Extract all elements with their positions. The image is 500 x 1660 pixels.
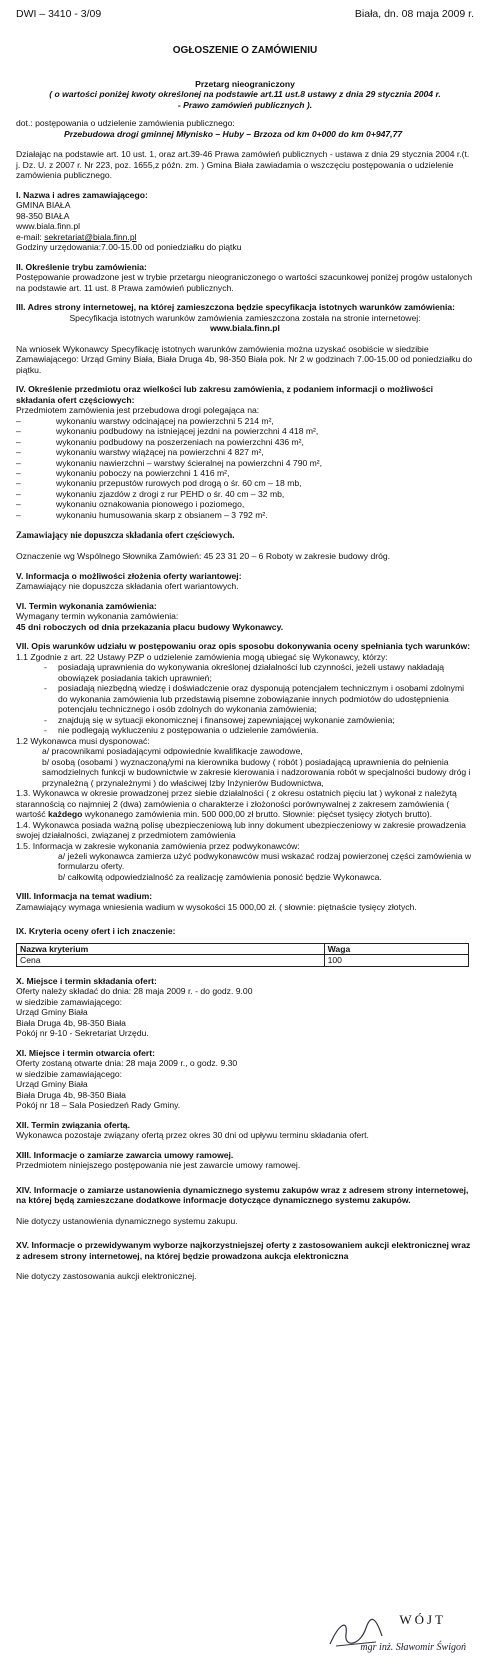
- section-15: [16, 1240, 474, 1281]
- procedure-basis: ( o wartości poniżej kwoty określonej na podstawie art.11 ust.8 ustawy z dnia 29 stycznia 2004 r.: [49, 89, 441, 100]
- section-10-line: Oferty należy składać do dnia: 28 maja 2009 r. - do godz. 9.00: [16, 986, 253, 997]
- list-item: – wykonaniu zjazdów z drogi z rur PEHD o śr. 40 cm – 32 mb,: [16, 489, 474, 499]
- email-label: e-mail:: [16, 231, 45, 242]
- section-6-title: VI. Termin wykonania zamówienia:: [16, 600, 157, 611]
- section-9-title: IX. Kryteria oceny ofert i ich znaczenie:: [16, 926, 176, 937]
- condition-1-3-text: 1.3. Wykonawca w okresie prowadzonej przez siebie działalności ( z okresu ostatnich pięciu lat ) wykonał z należytą starannością co najmniej 2 (dwa) zamówienia o charakterze i złożoności porównywalnej z zakresem zamówienia ( wartość: [16, 788, 457, 820]
- condition-1-4: 1.4. Wykonawca posiada ważną polisę ubezpieczeniową lub inny dokument ubezpieczeniowy w zakresie prowadzenia swojej działalności, związanej z przedmiotem zamówienia: [16, 819, 466, 841]
- section-13-title: XIII. Informacje o zamiarze zawarcia umowy ramowej.: [16, 1149, 234, 1160]
- office-hours: Godziny urzędowania:7.00-15.00 od poniedziałku do piątku: [16, 242, 242, 253]
- header: [16, 8, 474, 21]
- section-11-line: Urząd Gminy Biała: [16, 1079, 88, 1090]
- condition-1-2-b: b/ osobą (osobami ) wyznaczoną/ymi na kierownika budowy ( robót ) posiadającą uprawnienia do pełnienia samodzielnych funkcji w budownictwie w zakresie kierowania i nadzorowania robót w specjalności budowy dróg i przynależną ( przynależnymi ) do właściwej Izby Inżynierów Budownictwa,: [42, 756, 471, 788]
- condition-1-2: 1.2 Wykonawca musi dysponować:: [16, 735, 150, 746]
- section-14-text: Nie dotyczy ustanowienia dynamicznego systemu zakupu.: [16, 1215, 238, 1226]
- list-item: – wykonaniu przepustów rurowych pod drogą o śr. 60 cm – 18 mb,: [16, 478, 474, 488]
- intro-paragraph: Działając na podstawie art. 10 ust. 1, oraz art.39-46 Prawa zamówień publicznych - ustawa z dnia 29 stycznia 2004 r.(t. j. Dz. U. z 2007 r. Nr 223, poz. 1655,z późn. zm. ) Gmina Biała zawiadamia o wszczęciu postępowania o udzielenie zamówienia publicznego.: [16, 149, 470, 181]
- procedure-type: Przetarg nieograniczony: [195, 78, 295, 89]
- section-14-title: XIV. Informacje o zamiarze ustanowienia dynamicznego systemu zakupów wraz z adresem strony internetowej, na której będą zamieszczane dodatkowe informacje dotyczące dynamicznego systemu zakupów.: [16, 1184, 469, 1206]
- signature-name: mgr inż. Sławomir Świgoń: [360, 1642, 466, 1653]
- section-4-lead: Przedmiotem zamówienia jest przebudowa drogi polegająca na:: [16, 405, 260, 416]
- subject-lead: dot.: postępowania o udzielenie zamówienia publicznego:: [16, 118, 235, 129]
- section-6-text: Wymagany termin wykonania zamówienia:: [16, 611, 179, 622]
- section-11-line: Biała Druga 4b, 98-350 Biała: [16, 1089, 126, 1100]
- section-8: [16, 891, 474, 912]
- section-15-text: Nie dotyczy zastosowania aukcji elektronicznej.: [16, 1271, 197, 1282]
- condition-1-5-a: a/ jeżeli wykonawca zamierza użyć podwykonawców musi wskazać rodzaj powierzonej części zamówienia w formularzu oferty.: [58, 850, 472, 872]
- section-5-text: Zamawiający nie dopuszcza składania ofert wariantowych.: [16, 581, 239, 592]
- list-item: - znajdują się w sytuacji ekonomicznej i finansowej zapewniającej wykonanie zamówienia;: [16, 715, 474, 725]
- section-11-line: Oferty zostaną otwarte dnia: 28 maja 2009 r., o godz. 9.30: [16, 1058, 238, 1069]
- section-11-line: w siedzibie zamawiającego:: [16, 1068, 123, 1079]
- section-6: [16, 601, 474, 632]
- subject-reference: [16, 118, 474, 139]
- section-2-text: Postępowanie prowadzone jest w trybie przetargu nieograniczonego o wartości szacunkowej poniżej progów ustalonych na podstawie art. 11 ust. 8 Prawa zamówień publicznych.: [16, 272, 473, 293]
- table-row: [17, 955, 469, 966]
- subject-name: Przebudowa drogi gminnej Młynisko – Huby – Brzoza od km 0+000 do km 0+947,77: [64, 128, 403, 139]
- section-10-line: w siedzibie zamawiającego:: [16, 996, 123, 1007]
- list-item: – wykonaniu warstwy odcinającej na powierzchni 5 214 m²,: [16, 416, 474, 426]
- section-3: [16, 302, 474, 375]
- section-11-title: XI. Miejsce i termin otwarcia ofert:: [16, 1047, 155, 1058]
- section-1: [16, 190, 474, 253]
- section-11-line: Pokój nr 18 – Sala Posiedzeń Rady Gminy.: [16, 1100, 181, 1111]
- list-item: - posiadają niezbędną wiedzę i doświadczenie oraz dysponują potencjałem technicznym i osobami zdolnymi do wykonania zamówienia lub przedstawią pisemne zobowiązanie innych podmiotów do udostępnienia potencjału technicznego i osób zdolnych do wykonania zamówienia;: [16, 683, 474, 714]
- contractor-line: GMINA BIAŁA: [16, 200, 71, 211]
- section-10-title: X. Miejsce i termin składania ofert:: [16, 975, 157, 986]
- condition-1-5: 1.5. Informacja w zakresie wykonania zamówienia przez podwykonawców:: [16, 840, 300, 851]
- email-link[interactable]: sekretariat@biala.finn.pl: [44, 231, 137, 242]
- section-7: [16, 641, 474, 882]
- table-cell: 100: [324, 955, 469, 966]
- list-item: – wykonaniu oznakowania pionowego i poziomego,: [16, 499, 474, 509]
- section-11: [16, 1048, 474, 1111]
- section-13-text: Przedmiotem niniejszego postępowania nie jest zawarcie umowy ramowej.: [16, 1160, 301, 1171]
- section-14: [16, 1185, 474, 1226]
- list-item: - posiadają uprawnienia do wykonywania określonej działalności lub czynności, jeżeli ustawy nakładają obowiązek posiadania takich uprawnień;: [16, 662, 474, 683]
- contractor-line: www.biala.finn.pl: [16, 221, 81, 232]
- condition-1-1: 1.1 Zgodnie z art. 22 Ustawy PZP o udzielenie zamówienia mogą ubiegać się Wykonawcy, którzy:: [16, 651, 388, 662]
- section-3-title: III. Adres strony internetowej, na której zamieszczona będzie specyfikacja istotnych warunków zamówienia:: [16, 302, 456, 313]
- section-5: [16, 571, 474, 592]
- completion-term: 45 dni roboczych od dnia przekazania placu budowy Wykonawcy.: [16, 621, 284, 632]
- cpv-code: Oznaczenie wg Wspólnego Słownika Zamówień: 45 23 31 20 – 6 Roboty w zakresie budowy dróg.: [16, 551, 391, 562]
- section-12-title: XII. Termin związania ofertą.: [16, 1119, 130, 1130]
- condition-1-5-b: b/ całkowitą odpowiedzialność za realizację zamówienia ponosić będzie Wykonawca.: [58, 871, 382, 882]
- condition-1-3-bold: każdego: [48, 809, 83, 820]
- list-item: – wykonaniu podbudowy na poszerzeniach na powierzchni 436 m²,: [16, 437, 474, 447]
- place-date: Biała, dn. 08 maja 2009 r.: [354, 8, 474, 20]
- document-title: OGŁOSZENIE O ZAMÓWIENIU: [172, 44, 318, 56]
- condition-1-3-text-end: wykonanego zamówienia min. 500 000,00 zł brutto. Słownie: pięćset tysięcy złotych brutto).: [82, 809, 433, 820]
- section-7-title: VII. Opis warunków udziału w postępowaniu oraz opis sposobu dokonywania oceny spełniania tych warunków:: [16, 641, 471, 652]
- section-8-text: Zamawiający wymaga wniesienia wadium w wysokości 15 000,00 zł. ( słownie: piętnaście tysięcy złotych.: [16, 901, 417, 912]
- condition-1-2-a: a/ pracownikami posiadającymi odpowiednie kwalifikacje zawodowe,: [42, 746, 303, 757]
- section-10-line: Urząd Gminy Biała: [16, 1007, 88, 1018]
- signature-block: [326, 1612, 476, 1656]
- condition-1-3: [16, 788, 474, 819]
- column-header: Waga: [324, 943, 469, 954]
- column-header: Nazwa kryterium: [17, 943, 325, 954]
- procedure-basis-cont: - Prawo zamówień publicznych ).: [177, 99, 313, 110]
- website-link[interactable]: www.biala.finn.pl: [210, 323, 280, 334]
- section-13: [16, 1150, 474, 1171]
- section-12: [16, 1120, 474, 1141]
- reference-number: DWI – 3410 - 3/09: [16, 8, 102, 20]
- email-line: [16, 232, 474, 242]
- section-4-title: IV. Określenie przedmiotu oraz wielkości lub zakresu zamówienia, z podaniem informacji o możliwości składania ofert częściowych:: [16, 384, 434, 405]
- list-item: – wykonaniu humusowania skarp z obsianem – 3 792 m².: [16, 510, 474, 520]
- section-10: [16, 976, 474, 1039]
- section-5-title: V. Informacja o możliwości złożenia oferty wariantowej:: [16, 570, 242, 581]
- criteria-table: [16, 943, 469, 967]
- section-10-line: Biała Druga 4b, 98-350 Biała: [16, 1017, 126, 1028]
- section-8-title: VIII. Informacja na temat wadium:: [16, 891, 153, 902]
- list-item: - nie podlegają wykluczeniu z postępowania o udzielenie zamówienia.: [16, 725, 474, 735]
- section-1-title: I. Nazwa i adres zamawiającego:: [16, 189, 148, 200]
- section-2: [16, 262, 474, 293]
- section-10-line: Pokój nr 9-10 - Sekretariat Urzędu.: [16, 1028, 149, 1039]
- table-header-row: [17, 943, 469, 954]
- table-cell: Cena: [17, 955, 325, 966]
- partial-offers-note: Zamawiający nie dopuszcza składania ofert częściowych.: [16, 530, 235, 541]
- section-12-text: Wykonawca pozostaje związany ofertą przez okres 30 dni od upływu terminu składania ofert.: [16, 1130, 369, 1141]
- section-2-title: II. Określenie trybu zamówienia:: [16, 261, 147, 272]
- section-4: [16, 384, 474, 562]
- section-9: [16, 926, 474, 966]
- list-item: – wykonaniu podbudowy na istniejącej jezdni na powierzchni 4 418 m²,: [16, 426, 474, 436]
- signature-title: WÓJT: [399, 1612, 446, 1627]
- section-3-line: Specyfikacja istotnych warunków zamówienia zamieszczona została na stronie internetowej:: [69, 312, 421, 323]
- section-3-text: Na wniosek Wykonawcy Specyfikację istotnych warunków zamówienia można uzyskać osobiście w siedzibie Zamawiającego: Urząd Gminy Biała, Biała Druga 4b, 98-350 Biała pok. Nr 2 w godzinach 7.00-15.00 od poniedziałku do piątku.: [16, 343, 473, 375]
- list-item: – wykonaniu warstwy wiążącej na powierzchni 4 827 m²,: [16, 447, 474, 457]
- section-15-title: XV. Informacje o przewidywanym wyborze najkorzystniejszej oferty z zastosowaniem aukcji elektronicznej wraz z adresem strony internetowej, na której będzie prowadzona aukcja elektroniczna: [16, 1240, 471, 1261]
- contractor-line: 98-350 BIAŁA: [16, 210, 70, 221]
- list-item: – wykonaniu nawierzchni – warstwy ścieralnej na powierzchni 4 790 m²,: [16, 458, 474, 468]
- scope-list: [16, 416, 474, 521]
- list-item: – wykonaniu poboczy na powierzchni 1 416 m²,: [16, 468, 474, 478]
